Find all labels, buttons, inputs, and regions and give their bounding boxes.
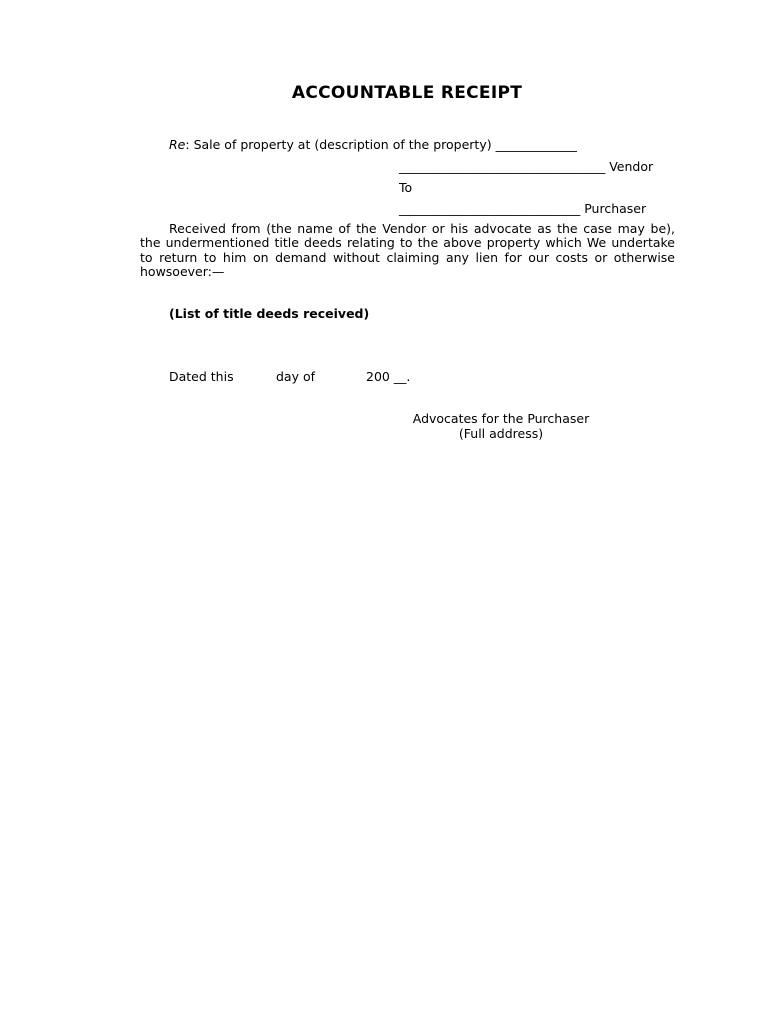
vendor-line: _________________________________ Vendor: [399, 159, 654, 174]
signature-line-2: (Full address): [458, 426, 544, 441]
year-label: 200 __.: [366, 369, 411, 384]
document-title: ACCOUNTABLE RECEIPT: [291, 83, 523, 103]
re-text: : Sale of property at (description of the property) _____________: [185, 137, 577, 152]
to-label: To: [399, 180, 413, 195]
body-paragraph: Received from (the name of the Vendor or his advocate as the case may be), the undermentioned title deeds relating to the above property which We undertake to return to him on demand without claiming any lien for our costs or otherwise howsoever:—: [140, 221, 675, 279]
dated-this-label: Dated this: [169, 369, 234, 384]
re-line: [169, 137, 577, 152]
day-of-label: day of: [276, 369, 316, 384]
signature-block: [401, 411, 601, 441]
signature-line-1: Advocates for the Purchaser: [412, 411, 590, 426]
dated-row: [169, 369, 469, 385]
list-heading: (List of title deeds received): [169, 306, 370, 321]
purchaser-line: _____________________________ Purchaser: [399, 201, 647, 216]
re-label: Re: [169, 137, 186, 152]
